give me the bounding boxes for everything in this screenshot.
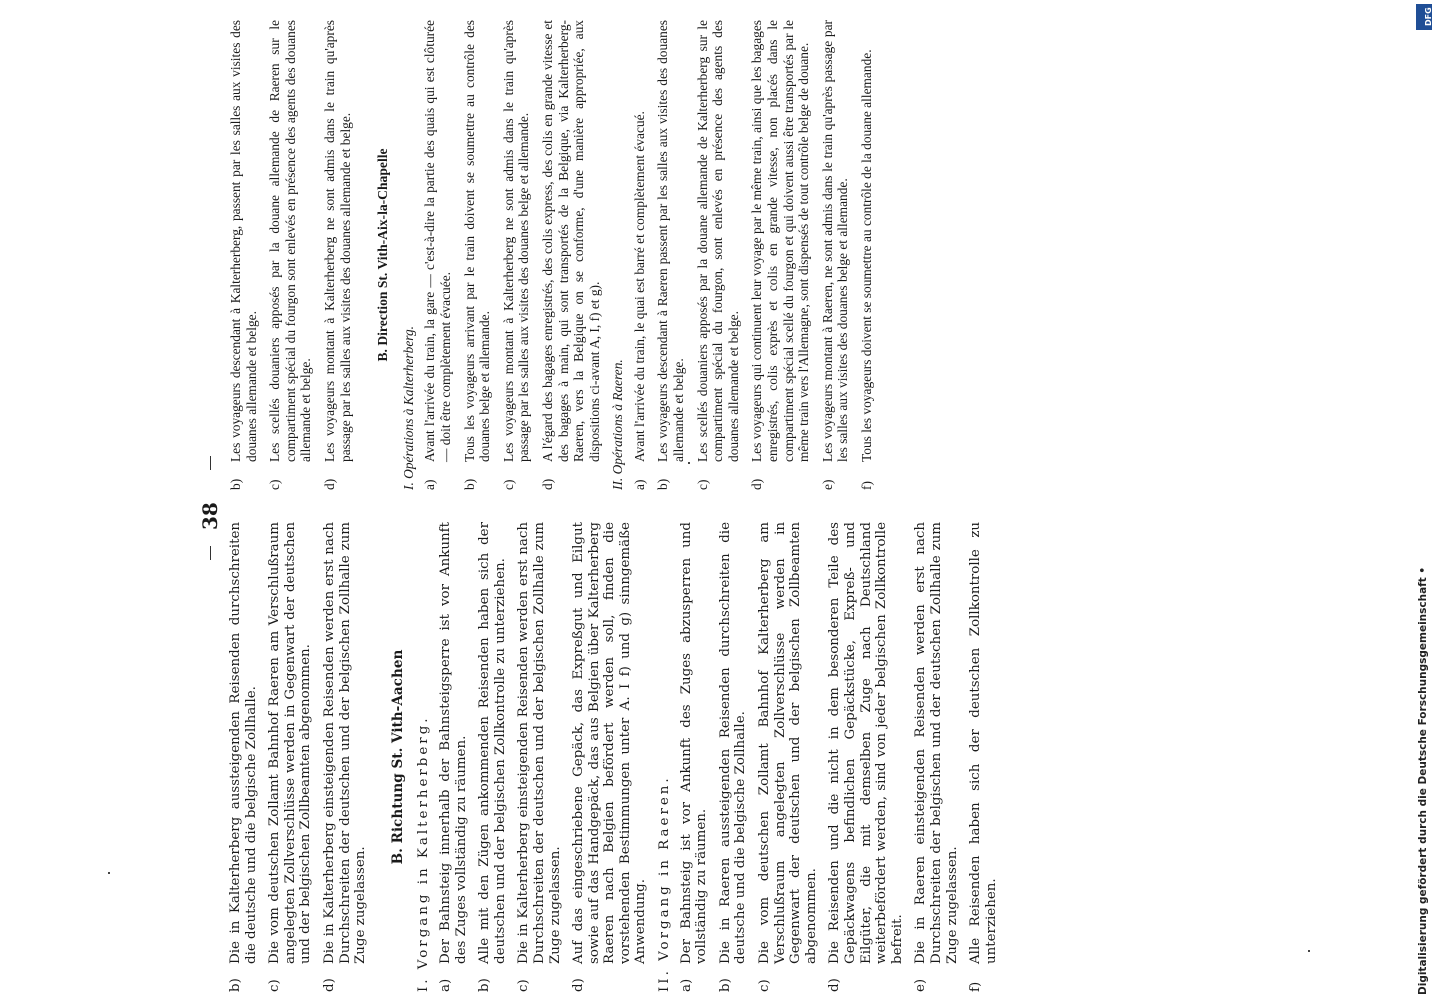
french-paragraph <box>655 20 686 490</box>
french-column <box>228 20 883 490</box>
document-page <box>100 0 1400 1000</box>
french-subsection-1-paragraphs <box>422 20 602 490</box>
french-paragraph <box>820 20 851 490</box>
paragraph-text: Les voyageurs descendant à Kalterherberg, passent par les salles aux visites des douanes allemande et belge. <box>228 20 259 462</box>
paragraph-text: Les voyageurs qui continuent leur voyage par le même train, ainsi que les bagages enregistrés, colis exprès et colis en grande vitesse, non placés dans le compartiment spécial scellé du fourgon et qui doivent aussi être transportés par le même train vers l'Allemagne, sont dispensés de tout contrôle belge de douane. <box>749 20 812 462</box>
french-paragraph <box>501 20 532 490</box>
paragraph-label: f) <box>859 481 874 490</box>
paragraph-text: Avant l'arrivée du train, la gare — c'est-à-dire la partie des quais qui est clôturée — doit être complètement évacuée. <box>422 20 453 462</box>
scan-speck <box>108 872 110 874</box>
paragraph-text: Die in Kalterherberg aussteigenden Reisenden durchschreiten die deutsche und die belgische Zollhalle. <box>228 522 259 964</box>
paragraph-text: Les scellés douaniers apposés par la douane allemande de Raeren sur le compartiment spécial du fourgon sont enlevés en présence des agents des douanes allemande et belge. <box>267 20 314 462</box>
french-subsection-2-title: II. Opérations à Raeren. <box>610 359 626 490</box>
paragraph-text: Alle Reisenden haben sich der deutschen Zollkontrolle zu unterziehen. <box>968 522 999 964</box>
dfg-logo: DFG <box>1416 4 1432 30</box>
paragraph-text: Les voyageurs descendant à Raeren passent par les salles aux visites des douanes allemande et belge. <box>655 20 687 462</box>
german-paragraph <box>438 522 469 992</box>
french-paragraph <box>228 20 259 490</box>
german-subsection-1-title: I. Vorgang in Kalterherberg. <box>416 715 432 992</box>
french-paragraph <box>859 20 875 490</box>
paragraph-text: Tous les voyageurs arrivant par le train doivent se soumettre au contrôle des douanes belge et allemande. <box>461 20 493 462</box>
paragraph-label: c) <box>516 979 532 992</box>
paragraph-text: Die vom deutschen Zollamt Bahnhof Raeren am Verschlußraum angelegten Zollverschlüsse werden in Gegenwart der deutschen und der belgischen Zollbeamten abgenommen. <box>267 522 314 964</box>
german-paragraph <box>827 522 905 992</box>
paragraph-label: e) <box>819 479 835 490</box>
paragraph-text: Der Bahnsteig innerhalb der Bahnsteigsperre ist vor Ankunft des Zuges vollständig zu räumen. <box>437 522 469 964</box>
digitization-credit-text: Digitalisierung gefördert durch die Deutsche Forschungsgemeinschaft • <box>1417 566 1429 995</box>
paragraph-text: Les voyageurs montant à Raeren, ne sont admis dans le train qu'après passage par les salles aux visites des douanes belge et allemande. <box>819 20 851 462</box>
paragraph-text: Die Reisenden und die nicht in dem besonderen Teile des Gepäckwagens befindlichen Gepäckstücke, Expreß- und Eilgüter, die mit demselben Zuge nach Deutschland weiterbefördert werden, sind von jeder belgischen Zollkontrolle befreit. <box>827 522 905 964</box>
paragraph-text: Die in Kalterherberg einsteigenden Reisenden werden erst nach Durchschreiten der deutschen und der belgischen Zollhalle zum Zuge zugelassen. <box>321 522 369 964</box>
paragraph-text: Die in Raeren aussteigenden Reisenden durchschreiten die deutsche und die belgische Zollhalle. <box>717 522 749 964</box>
paragraph-label: d) <box>321 478 337 490</box>
scan-speck <box>688 462 690 464</box>
paragraph-text: Les voyageurs montant à Kalterherberg ne sont admis dans le train qu'après passage par les salles aux visites des douanes allemande et belge. <box>321 20 353 462</box>
french-subsection-2-paragraphs <box>632 20 875 490</box>
german-section-b-title: B. Richtung St. Vith-Aachen <box>389 649 406 865</box>
german-paragraph <box>267 522 314 992</box>
paragraph-label: d) <box>827 978 843 992</box>
paragraph-text: A l'égard des bagages enregistrés, des colis express, des colis en grande vitesse et des bagages à main, qui sont transportés de la Belgique, via Kalterherberg-Raeren, vers la Belgique on se conforme, d'une manière appropriée, aux dispositions ci-avant A, I, f) et g). <box>539 20 602 462</box>
paragraph-label: b) <box>477 978 493 992</box>
paragraph-label: a) <box>631 479 647 490</box>
german-paragraph <box>228 522 259 992</box>
french-paragraph <box>695 20 742 490</box>
header-dash-left <box>210 546 211 560</box>
paragraph-label: c) <box>267 979 283 992</box>
scan-speck <box>1308 950 1310 952</box>
paragraph-label: b) <box>228 978 243 992</box>
paragraph-label: a) <box>437 978 453 992</box>
german-paragraph <box>913 522 960 992</box>
paragraph-text: Die in Kalterherberg einsteigenden Reisenden werden erst nach Durchschreiten der deutschen und der belgischen Zollhalle zum Zuge zugelassen. <box>516 522 563 964</box>
french-subsection-1-title: I. Opérations à Kalterherberg. <box>400 325 416 490</box>
header-dash-right <box>210 456 211 470</box>
paragraph-label: c) <box>694 479 710 490</box>
german-paragraph <box>516 522 563 992</box>
paragraph-label: f) <box>968 981 984 992</box>
paragraph-label: b) <box>655 478 671 490</box>
french-paragraph <box>422 20 453 490</box>
german-subsection-1-paragraphs <box>438 522 649 992</box>
french-paragraph <box>462 20 493 490</box>
french-top-paragraphs <box>228 20 353 490</box>
german-paragraph <box>679 522 710 992</box>
paragraph-label: a) <box>422 479 438 490</box>
german-column <box>228 522 1007 992</box>
french-section-b-title: B. Direction St. Vith-Aix-la-Chapelle <box>375 148 391 362</box>
german-subsection-2-title: II. Vorgang in Raeren. <box>657 775 673 992</box>
french-paragraph <box>267 20 314 490</box>
german-paragraph <box>477 522 508 992</box>
paragraph-label: c) <box>757 979 773 992</box>
german-subsection-2-paragraphs <box>679 522 1000 992</box>
paragraph-text: Der Bahnsteig ist vor Ankunft des Zuges abzusperren und vollständig zu räumen. <box>678 522 710 964</box>
paragraph-label: b) <box>717 978 733 992</box>
paragraph-label: d) <box>571 978 587 992</box>
german-paragraph <box>968 522 999 992</box>
paragraph-label: a) <box>678 978 694 992</box>
paragraph-text: Die vom deutschen Zollamt Bahnhof Kalterherberg am Verschlußraum angelegten Zollverschlüsse werden in Gegenwart der deutschen und der belgischen Zollbeamten abgenommen. <box>757 522 819 964</box>
paragraph-text: Les scellés douaniers apposés par la douane allemande de Kalterherberg sur le compartiment spécial du fourgon, sont enlevés en présence des agents des douanes allemande et belge. <box>694 20 741 462</box>
paragraph-text: Tous les voyageurs doivent se soumettre au contrôle de la douane allemande. <box>859 49 874 462</box>
german-paragraph <box>718 522 749 992</box>
french-paragraph <box>749 20 811 490</box>
paragraph-label: c) <box>500 479 516 490</box>
paragraph-text: Auf das eingeschriebene Gepäck, das Expreßgut und Eilgut sowie auf das Handgepäck, das aus Belgien über Kalterherberg Raeren nach Belgien befördert werden soll, finden die vorstehenden Bestimmungen unter A. I f) und g) sinngemäße Anwendung. <box>571 522 649 964</box>
digitization-credit-strip <box>1414 6 1432 996</box>
german-top-paragraphs <box>228 522 369 992</box>
page-header <box>100 0 220 1000</box>
paragraph-label: b) <box>228 478 243 490</box>
german-paragraph <box>757 522 819 992</box>
paragraph-text: Avant l'arrivée du train, le quai est barré et complètement évacué. <box>631 111 647 462</box>
paragraph-label: d) <box>321 978 337 992</box>
paragraph-text: Die in Raeren einsteigenden Reisenden werden erst nach Durchschreiten der belgischen und der deutschen Zollhalle zum Zuge zugelassen. <box>913 522 960 964</box>
paragraph-text: Alle mit den Zügen ankommenden Reisenden haben sich der deutschen und der belgischen Zollkontrolle zu unterziehen. <box>477 522 508 964</box>
paragraph-label: d) <box>539 478 555 490</box>
french-paragraph <box>322 20 353 490</box>
german-paragraph <box>571 522 649 992</box>
german-paragraph <box>322 522 369 992</box>
paragraph-text: Les voyageurs montant à Kalterherberg ne sont admis dans le train qu'après passage par les salles aux visites des douanes belge et allemande. <box>500 20 532 462</box>
paragraph-label: c) <box>267 479 283 490</box>
paragraph-label: e) <box>913 978 929 992</box>
page-number: 38 <box>198 502 222 530</box>
paragraph-label: d) <box>749 478 765 490</box>
french-paragraph <box>540 20 602 490</box>
french-paragraph <box>632 20 648 490</box>
paragraph-label: b) <box>461 478 477 490</box>
